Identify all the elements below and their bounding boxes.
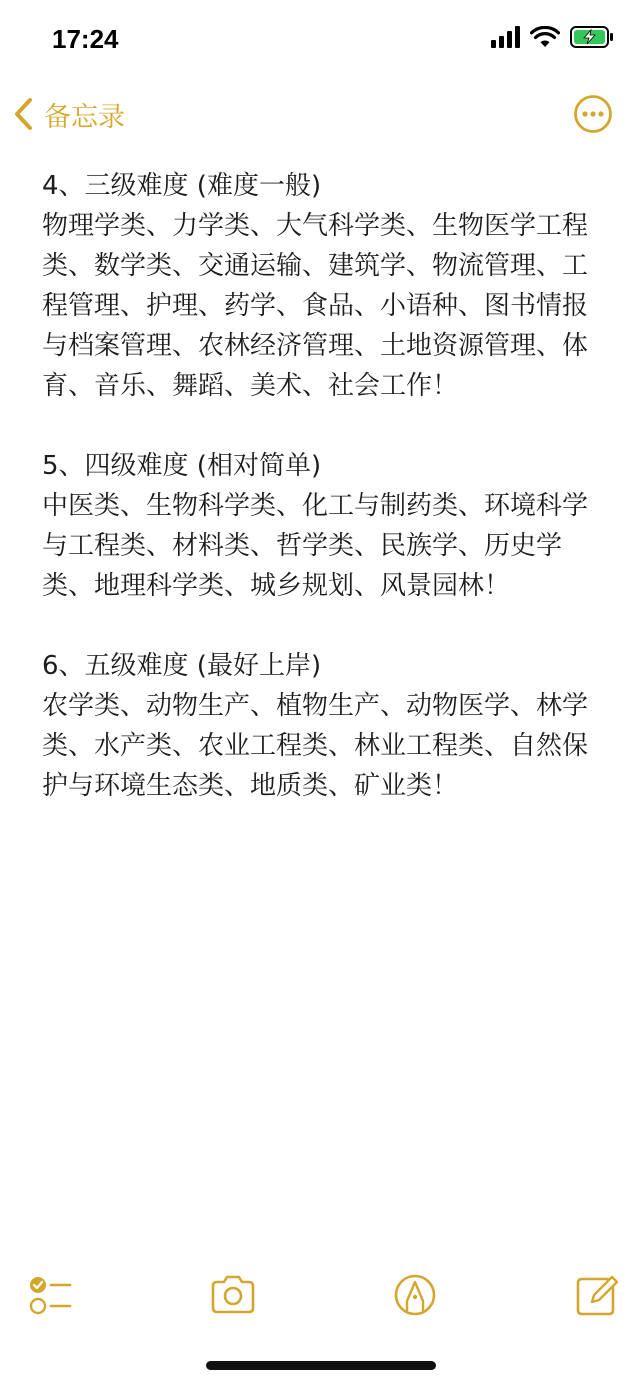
cellular-signal-icon	[490, 26, 520, 48]
note-section	[42, 646, 602, 806]
pen-circle-icon[interactable]	[390, 1270, 440, 1320]
section-title: 6、五级难度 (最好上岸)	[42, 651, 322, 681]
note-body[interactable]	[42, 166, 602, 846]
checklist-icon[interactable]	[26, 1270, 76, 1320]
nav-bar	[0, 86, 640, 142]
section-text: 中医类、生物科学类、化工与制药类、环境科学与工程类、材料类、哲学类、民族学、历史学类、地理科学类、城乡规划、风景园林！	[42, 491, 589, 601]
battery-charging-icon	[570, 26, 614, 48]
note-section	[42, 166, 602, 406]
section-title: 5、四级难度 (相对简单)	[42, 451, 322, 481]
wifi-icon	[530, 26, 560, 48]
back-label: 备忘录	[44, 101, 125, 133]
back-button[interactable]	[12, 92, 125, 136]
scrolled-content-ghost	[40, 4, 600, 96]
chevron-left-icon	[12, 97, 36, 131]
bottom-toolbar	[0, 1270, 640, 1320]
camera-icon[interactable]	[208, 1270, 258, 1320]
status-bar	[0, 0, 640, 80]
status-time: 17:24	[52, 24, 119, 54]
home-indicator[interactable]	[206, 1361, 436, 1370]
section-text: 物理学类、力学类、大气科学类、生物医学工程类、数学类、交通运输、建筑学、物流管理、工程管理、护理、药学、食品、小语种、图书情报与档案管理、农林经济管理、土地资源管理、体育、音乐、舞蹈、美术、社会工作！	[42, 211, 589, 401]
section-text: 农学类、动物生产、植物生产、动物医学、林学类、水产类、农业工程类、林业工程类、自然保护与环境生态类、地质类、矿业类！	[42, 691, 589, 801]
ellipsis-circle-icon[interactable]	[573, 94, 613, 134]
compose-icon[interactable]	[572, 1270, 622, 1320]
status-icons	[490, 26, 614, 48]
section-title: 4、三级难度 (难度一般)	[42, 171, 322, 201]
note-section	[42, 446, 602, 606]
